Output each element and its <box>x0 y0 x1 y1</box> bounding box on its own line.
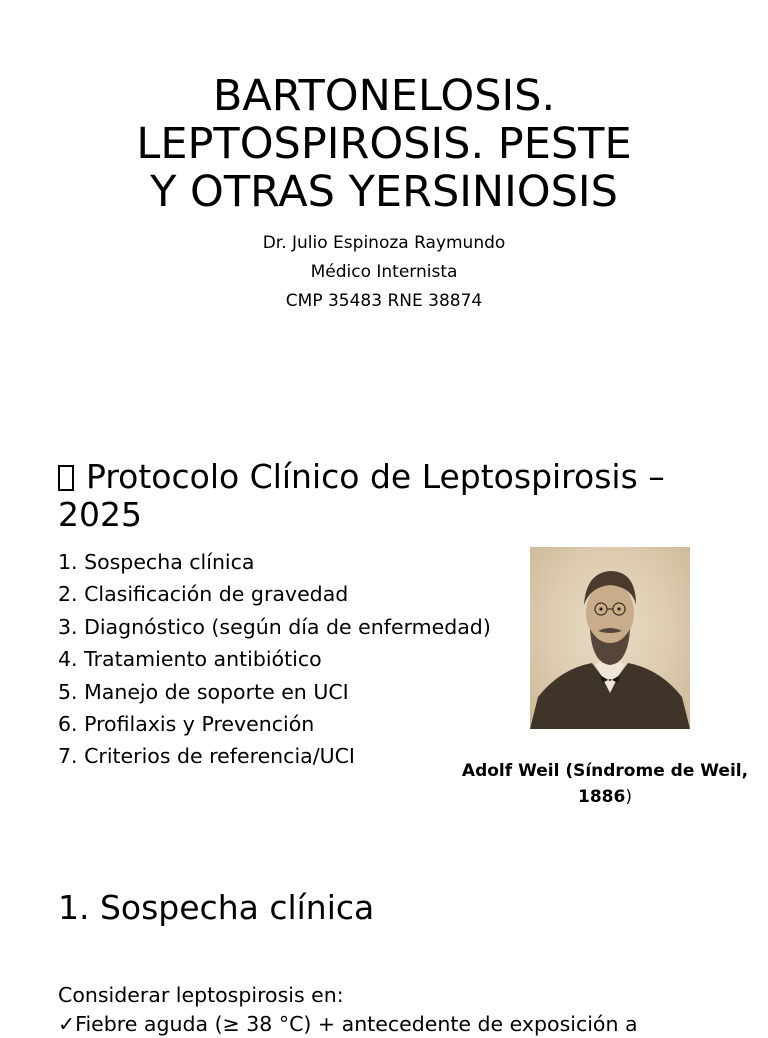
protocol-heading <box>58 458 718 534</box>
portrait-illustration <box>530 547 690 729</box>
outline-item: 6. Profilaxis y Prevención <box>58 712 315 737</box>
protocol-heading-text: Protocolo Clínico de Leptospirosis – 2025 <box>58 457 665 534</box>
outline-item: 4. Tratamiento antibiótico <box>58 647 322 672</box>
adolf-weil-portrait <box>530 547 690 729</box>
title-block <box>0 72 768 216</box>
section-1-first-item: ✓Fiebre aguda (≥ 38 °C) + antecedente de exposición a <box>58 1012 638 1036</box>
title-line-1: BARTONELOSIS. <box>212 71 556 121</box>
author-role: Médico Internista <box>310 262 458 282</box>
title-line-3: Y OTRAS YERSINIOSIS <box>150 167 618 217</box>
protocol-outline <box>58 546 491 773</box>
portrait-caption-text: Adolf Weil (Síndrome de Weil, 1886 <box>461 761 749 807</box>
author-name: Dr. Julio Espinoza Raymundo <box>262 233 506 253</box>
missing-glyph-icon <box>58 465 74 491</box>
author-registry: CMP 35483 RNE 38874 <box>285 291 483 311</box>
outline-item: 3. Diagnóstico (según día de enfermedad) <box>58 614 491 639</box>
outline-item: 1. Sospecha clínica <box>58 550 255 574</box>
portrait-caption <box>460 758 750 810</box>
outline-item: 7. Criterios de referencia/UCI <box>58 744 355 769</box>
portrait-caption-close: ) <box>625 787 632 807</box>
section-1-intro: Considerar leptospirosis en: <box>58 983 344 1007</box>
outline-item: 5. Manejo de soporte en UCI <box>58 679 349 704</box>
title-line-2: LEPTOSPIROSIS. PESTE <box>136 119 632 169</box>
outline-item: 2. Clasificación de gravedad <box>58 582 349 607</box>
section-1-heading: 1. Sospecha clínica <box>58 888 375 927</box>
author-block <box>0 229 768 316</box>
